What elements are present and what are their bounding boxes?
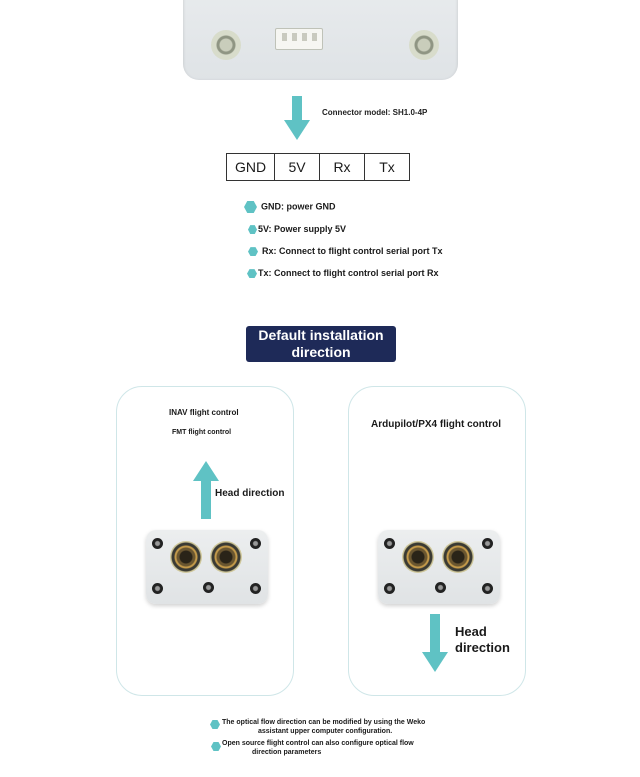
section-banner: Default installation direction	[246, 326, 396, 362]
label-inav: INAV flight control	[169, 408, 239, 417]
lens-icon	[210, 541, 242, 573]
lens-icon	[402, 541, 434, 573]
pin-description-5v: 5V: Power supply 5V	[248, 224, 346, 234]
hexagon-bullet-icon	[247, 269, 257, 278]
lens-icon	[442, 541, 474, 573]
lens-icon	[170, 541, 202, 573]
arrow-shaft	[430, 614, 440, 654]
screw-icon	[211, 30, 241, 60]
arrow-down-icon	[422, 652, 448, 672]
arrow-shaft	[292, 96, 302, 120]
pinout-table	[226, 153, 410, 181]
pin-tx: Tx	[365, 154, 410, 181]
footnote-weko: The optical flow direction can be modified by using the Weko assistant upper computer configuration.	[222, 718, 425, 736]
hexagon-bullet-icon	[248, 247, 258, 256]
pin-description-rx: Rx: Connect to flight control serial port Tx	[248, 246, 443, 256]
arrow-up-icon	[193, 461, 219, 481]
hexagon-bullet-icon	[248, 225, 257, 234]
head-direction-label: Head direction	[215, 488, 285, 499]
pin-gnd: GND	[227, 154, 275, 181]
hexagon-bullet-icon	[211, 742, 221, 751]
screw-icon	[409, 30, 439, 60]
connector-model-label: Connector model: SH1.0-4P	[322, 108, 428, 117]
arrow-shaft	[201, 480, 211, 519]
head-direction-label: Head direction	[455, 624, 510, 655]
pin-description-tx: Tx: Connect to flight control serial port Rx	[247, 268, 439, 278]
hexagon-bullet-icon	[244, 201, 257, 213]
connector-port	[275, 28, 323, 50]
label-fmt: FMT flight control	[172, 429, 232, 436]
optical-flow-module-photo	[378, 530, 500, 604]
footnote-open-source: Open source flight control can also configure optical flow direction parameters	[222, 739, 414, 757]
pin-rx: Rx	[320, 154, 365, 181]
label-ardupilot-px4: Ardupilot/PX4 flight control	[371, 419, 501, 430]
arrow-down-icon	[284, 120, 310, 140]
pin-description-gnd: GND: power GND	[244, 201, 336, 213]
hexagon-bullet-icon	[210, 720, 220, 729]
pin-5v: 5V	[275, 154, 320, 181]
optical-flow-module-photo	[146, 530, 268, 604]
device-top-photo	[183, 0, 458, 80]
